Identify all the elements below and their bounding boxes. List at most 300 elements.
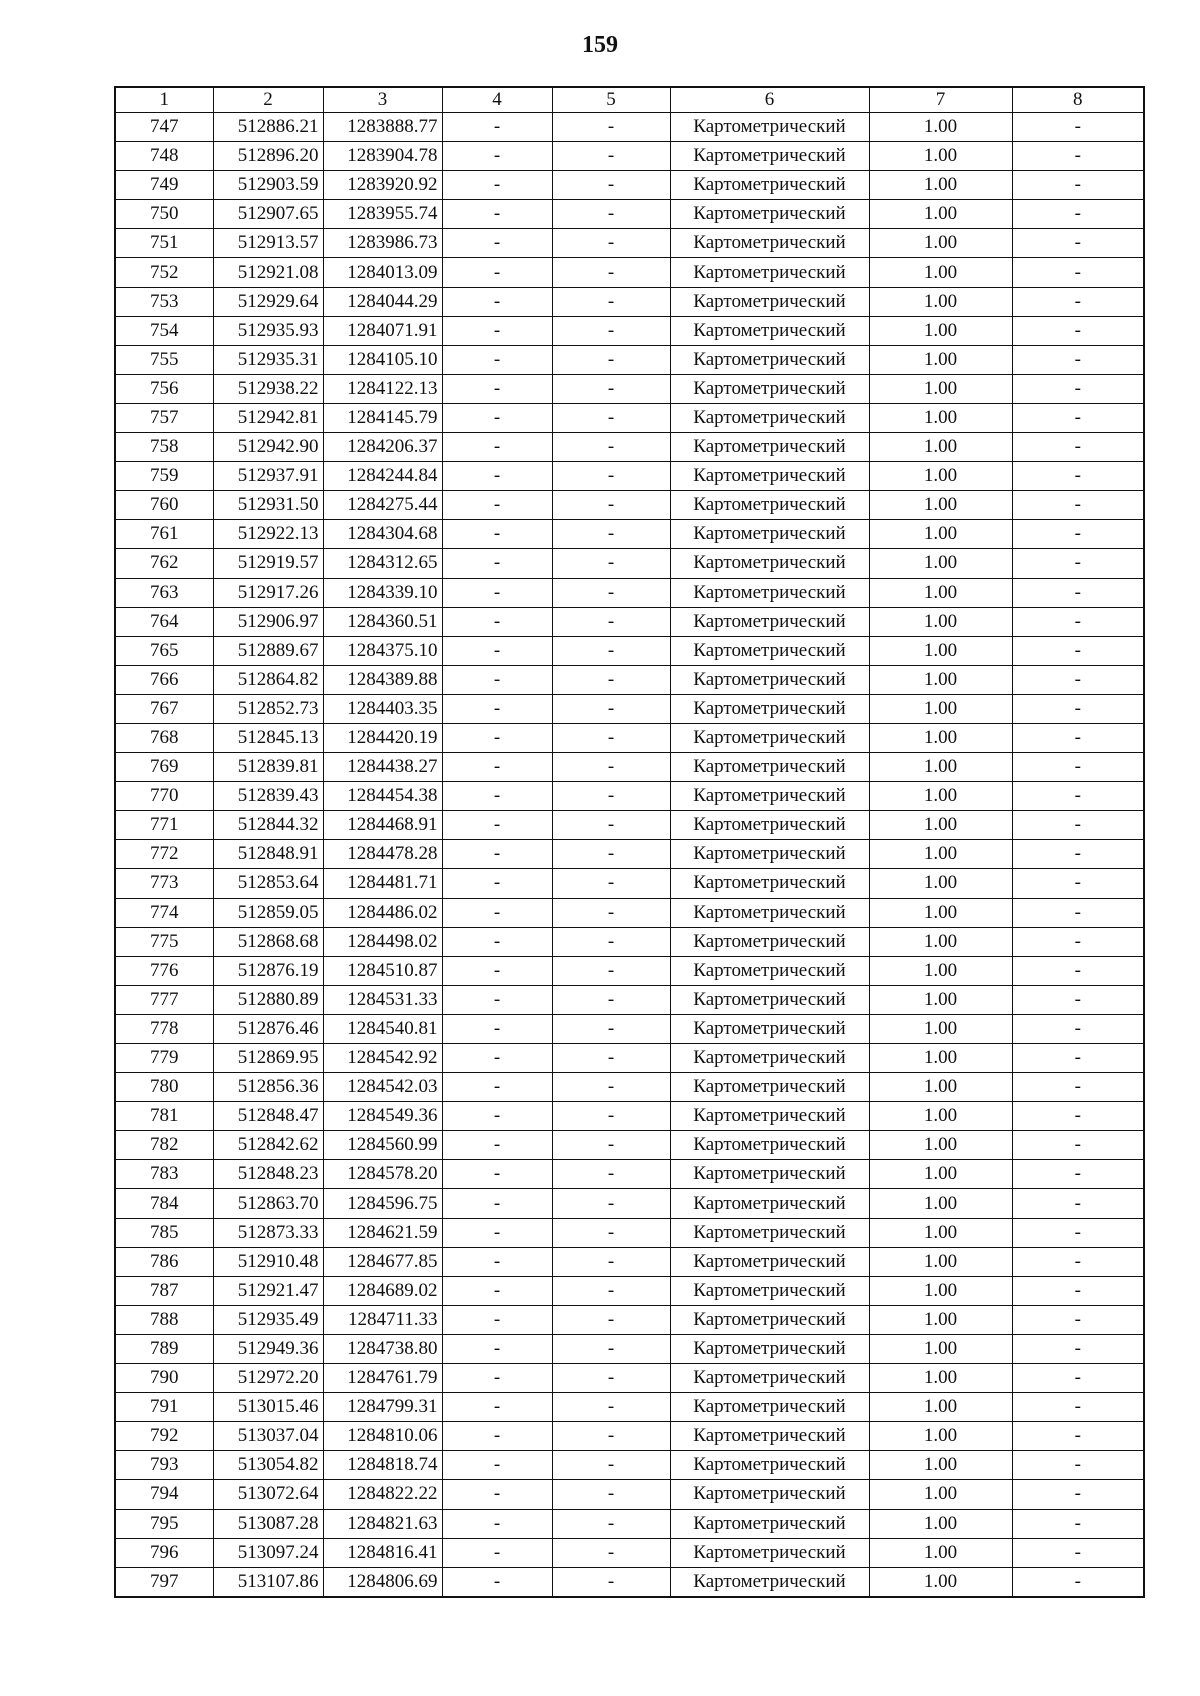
- cell-col-5: -: [552, 1014, 670, 1043]
- cell-method: Картометрический: [670, 113, 869, 142]
- cell-col-4: -: [442, 316, 552, 345]
- cell-col-5: -: [552, 171, 670, 200]
- cell-coord-x: 512886.21: [213, 113, 323, 142]
- table-row: [115, 549, 1144, 578]
- cell-col-8: -: [1012, 1160, 1144, 1189]
- cell-col-4: -: [442, 433, 552, 462]
- cell-method: Картометрический: [670, 927, 869, 956]
- cell-col-5: -: [552, 549, 670, 578]
- cell-accuracy: 1.00: [869, 898, 1012, 927]
- cell-point-number: 754: [115, 316, 213, 345]
- cell-method: Картометрический: [670, 782, 869, 811]
- cell-accuracy: 1.00: [869, 985, 1012, 1014]
- cell-coord-y: 1283888.77: [323, 113, 442, 142]
- cell-col-5: -: [552, 403, 670, 432]
- cell-method: Картометрический: [670, 258, 869, 287]
- cell-coord-x: 512913.57: [213, 229, 323, 258]
- cell-point-number: 760: [115, 491, 213, 520]
- cell-coord-y: 1284806.69: [323, 1567, 442, 1597]
- table-row: [115, 1073, 1144, 1102]
- cell-method: Картометрический: [670, 840, 869, 869]
- cell-coord-y: 1284486.02: [323, 898, 442, 927]
- cell-method: Картометрический: [670, 433, 869, 462]
- cell-col-4: -: [442, 927, 552, 956]
- cell-accuracy: 1.00: [869, 229, 1012, 258]
- cell-col-4: -: [442, 869, 552, 898]
- cell-point-number: 794: [115, 1480, 213, 1509]
- cell-col-4: -: [442, 520, 552, 549]
- cell-col-8: -: [1012, 462, 1144, 491]
- cell-col-5: -: [552, 927, 670, 956]
- cell-accuracy: 1.00: [869, 345, 1012, 374]
- cell-col-4: -: [442, 1364, 552, 1393]
- cell-col-8: -: [1012, 491, 1144, 520]
- cell-accuracy: 1.00: [869, 1305, 1012, 1334]
- cell-coord-y: 1284122.13: [323, 374, 442, 403]
- cell-col-4: -: [442, 1276, 552, 1305]
- cell-col-5: -: [552, 1276, 670, 1305]
- cell-accuracy: 1.00: [869, 1451, 1012, 1480]
- cell-col-8: -: [1012, 1276, 1144, 1305]
- cell-col-4: -: [442, 142, 552, 171]
- cell-coord-x: 512876.46: [213, 1014, 323, 1043]
- cell-col-8: -: [1012, 520, 1144, 549]
- cell-coord-y: 1284498.02: [323, 927, 442, 956]
- cell-coord-y: 1284510.87: [323, 956, 442, 985]
- cell-col-4: -: [442, 1102, 552, 1131]
- cell-accuracy: 1.00: [869, 1276, 1012, 1305]
- cell-col-8: -: [1012, 1247, 1144, 1276]
- table-row: [115, 374, 1144, 403]
- cell-method: Картометрический: [670, 578, 869, 607]
- cell-col-8: -: [1012, 1014, 1144, 1043]
- column-header-7: 7: [869, 87, 1012, 113]
- cell-point-number: 763: [115, 578, 213, 607]
- cell-method: Картометрический: [670, 665, 869, 694]
- cell-col-4: -: [442, 1305, 552, 1334]
- cell-method: Картометрический: [670, 171, 869, 200]
- cell-coord-y: 1284689.02: [323, 1276, 442, 1305]
- cell-accuracy: 1.00: [869, 1247, 1012, 1276]
- cell-point-number: 784: [115, 1189, 213, 1218]
- cell-method: Картометрический: [670, 1480, 869, 1509]
- cell-point-number: 782: [115, 1131, 213, 1160]
- table-row: [115, 578, 1144, 607]
- table-row: [115, 1364, 1144, 1393]
- cell-col-4: -: [442, 898, 552, 927]
- table-row: [115, 171, 1144, 200]
- cell-coord-y: 1284799.31: [323, 1393, 442, 1422]
- coordinates-table: [114, 86, 1145, 1598]
- cell-col-8: -: [1012, 1480, 1144, 1509]
- cell-method: Картометрический: [670, 1334, 869, 1363]
- cell-coord-x: 512873.33: [213, 1218, 323, 1247]
- cell-coord-x: 512839.81: [213, 753, 323, 782]
- cell-accuracy: 1.00: [869, 1480, 1012, 1509]
- cell-col-8: -: [1012, 374, 1144, 403]
- table-row: [115, 113, 1144, 142]
- cell-col-8: -: [1012, 1189, 1144, 1218]
- cell-coord-x: 512935.49: [213, 1305, 323, 1334]
- cell-coord-x: 512839.43: [213, 782, 323, 811]
- cell-col-8: -: [1012, 607, 1144, 636]
- cell-point-number: 778: [115, 1014, 213, 1043]
- cell-coord-x: 512852.73: [213, 694, 323, 723]
- cell-point-number: 749: [115, 171, 213, 200]
- cell-coord-x: 512853.64: [213, 869, 323, 898]
- cell-col-5: -: [552, 1509, 670, 1538]
- cell-coord-y: 1284542.03: [323, 1073, 442, 1102]
- cell-col-5: -: [552, 433, 670, 462]
- cell-col-8: -: [1012, 723, 1144, 752]
- cell-accuracy: 1.00: [869, 1218, 1012, 1247]
- cell-col-4: -: [442, 723, 552, 752]
- cell-coord-x: 512972.20: [213, 1364, 323, 1393]
- cell-col-4: -: [442, 1160, 552, 1189]
- cell-col-8: -: [1012, 1538, 1144, 1567]
- cell-coord-x: 512922.13: [213, 520, 323, 549]
- table-row: [115, 1014, 1144, 1043]
- cell-coord-y: 1284244.84: [323, 462, 442, 491]
- cell-col-8: -: [1012, 345, 1144, 374]
- table-row: [115, 229, 1144, 258]
- cell-coord-x: 512938.22: [213, 374, 323, 403]
- cell-col-8: -: [1012, 1131, 1144, 1160]
- cell-col-4: -: [442, 374, 552, 403]
- table-row: [115, 1044, 1144, 1073]
- cell-accuracy: 1.00: [869, 1102, 1012, 1131]
- cell-accuracy: 1.00: [869, 1189, 1012, 1218]
- cell-accuracy: 1.00: [869, 1131, 1012, 1160]
- cell-col-5: -: [552, 665, 670, 694]
- cell-method: Картометрический: [670, 229, 869, 258]
- cell-col-4: -: [442, 956, 552, 985]
- cell-col-5: -: [552, 374, 670, 403]
- column-header-8: 8: [1012, 87, 1144, 113]
- cell-col-8: -: [1012, 258, 1144, 287]
- cell-point-number: 773: [115, 869, 213, 898]
- cell-accuracy: 1.00: [869, 578, 1012, 607]
- cell-col-5: -: [552, 1073, 670, 1102]
- cell-coord-y: 1284206.37: [323, 433, 442, 462]
- cell-col-5: -: [552, 1160, 670, 1189]
- cell-col-4: -: [442, 229, 552, 258]
- cell-col-5: -: [552, 258, 670, 287]
- cell-col-4: -: [442, 549, 552, 578]
- cell-col-5: -: [552, 840, 670, 869]
- cell-point-number: 786: [115, 1247, 213, 1276]
- cell-col-8: -: [1012, 113, 1144, 142]
- cell-coord-y: 1283904.78: [323, 142, 442, 171]
- cell-point-number: 753: [115, 287, 213, 316]
- cell-coord-x: 512919.57: [213, 549, 323, 578]
- column-header-5: 5: [552, 87, 670, 113]
- cell-col-5: -: [552, 578, 670, 607]
- table-row: [115, 433, 1144, 462]
- cell-col-4: -: [442, 578, 552, 607]
- cell-point-number: 759: [115, 462, 213, 491]
- coordinates-table-container: [114, 86, 1145, 1598]
- table-row: [115, 723, 1144, 752]
- page-number: 159: [582, 32, 618, 58]
- cell-point-number: 797: [115, 1567, 213, 1597]
- cell-col-4: -: [442, 753, 552, 782]
- cell-point-number: 752: [115, 258, 213, 287]
- cell-method: Картометрический: [670, 374, 869, 403]
- cell-method: Картометрический: [670, 985, 869, 1014]
- table-row: [115, 927, 1144, 956]
- cell-method: Картометрический: [670, 723, 869, 752]
- cell-col-8: -: [1012, 1305, 1144, 1334]
- cell-col-5: -: [552, 636, 670, 665]
- cell-accuracy: 1.00: [869, 171, 1012, 200]
- cell-col-5: -: [552, 869, 670, 898]
- cell-accuracy: 1.00: [869, 142, 1012, 171]
- cell-coord-y: 1284711.33: [323, 1305, 442, 1334]
- cell-coord-x: 512907.65: [213, 200, 323, 229]
- table-row: [115, 1276, 1144, 1305]
- cell-point-number: 788: [115, 1305, 213, 1334]
- cell-accuracy: 1.00: [869, 1393, 1012, 1422]
- table-row: [115, 1567, 1144, 1597]
- cell-accuracy: 1.00: [869, 1334, 1012, 1363]
- cell-col-8: -: [1012, 1044, 1144, 1073]
- cell-point-number: 796: [115, 1538, 213, 1567]
- table-row: [115, 1451, 1144, 1480]
- cell-method: Картометрический: [670, 811, 869, 840]
- cell-point-number: 787: [115, 1276, 213, 1305]
- cell-point-number: 777: [115, 985, 213, 1014]
- cell-coord-y: 1283986.73: [323, 229, 442, 258]
- cell-col-4: -: [442, 1218, 552, 1247]
- cell-col-8: -: [1012, 985, 1144, 1014]
- cell-col-8: -: [1012, 869, 1144, 898]
- cell-coord-x: 512876.19: [213, 956, 323, 985]
- table-row: [115, 607, 1144, 636]
- cell-point-number: 775: [115, 927, 213, 956]
- cell-coord-x: 512903.59: [213, 171, 323, 200]
- cell-col-8: -: [1012, 898, 1144, 927]
- cell-coord-y: 1284044.29: [323, 287, 442, 316]
- cell-accuracy: 1.00: [869, 491, 1012, 520]
- cell-accuracy: 1.00: [869, 840, 1012, 869]
- table-row: [115, 520, 1144, 549]
- cell-method: Картометрический: [670, 142, 869, 171]
- cell-point-number: 789: [115, 1334, 213, 1363]
- cell-coord-x: 513087.28: [213, 1509, 323, 1538]
- cell-point-number: 790: [115, 1364, 213, 1393]
- table-row: [115, 345, 1144, 374]
- cell-col-5: -: [552, 1102, 670, 1131]
- cell-coord-y: 1284454.38: [323, 782, 442, 811]
- cell-col-4: -: [442, 1247, 552, 1276]
- cell-coord-x: 513037.04: [213, 1422, 323, 1451]
- cell-col-5: -: [552, 1131, 670, 1160]
- cell-accuracy: 1.00: [869, 1014, 1012, 1043]
- cell-point-number: 767: [115, 694, 213, 723]
- cell-coord-y: 1284339.10: [323, 578, 442, 607]
- cell-col-8: -: [1012, 549, 1144, 578]
- cell-coord-y: 1284478.28: [323, 840, 442, 869]
- cell-point-number: 761: [115, 520, 213, 549]
- cell-col-4: -: [442, 171, 552, 200]
- table-row: [115, 462, 1144, 491]
- cell-point-number: 758: [115, 433, 213, 462]
- cell-coord-x: 513054.82: [213, 1451, 323, 1480]
- cell-point-number: 747: [115, 113, 213, 142]
- table-row: [115, 840, 1144, 869]
- cell-point-number: 776: [115, 956, 213, 985]
- cell-point-number: 771: [115, 811, 213, 840]
- cell-col-8: -: [1012, 782, 1144, 811]
- cell-col-5: -: [552, 753, 670, 782]
- table-body: [115, 113, 1144, 1597]
- cell-coord-y: 1284761.79: [323, 1364, 442, 1393]
- cell-col-5: -: [552, 229, 670, 258]
- cell-method: Картометрический: [670, 1538, 869, 1567]
- cell-accuracy: 1.00: [869, 1422, 1012, 1451]
- table-row: [115, 898, 1144, 927]
- cell-method: Картометрический: [670, 1189, 869, 1218]
- cell-coord-y: 1284481.71: [323, 869, 442, 898]
- table-row: [115, 1218, 1144, 1247]
- cell-coord-y: 1284540.81: [323, 1014, 442, 1043]
- cell-col-4: -: [442, 1044, 552, 1073]
- cell-method: Картометрический: [670, 1073, 869, 1102]
- cell-col-5: -: [552, 985, 670, 1014]
- cell-col-4: -: [442, 345, 552, 374]
- cell-point-number: 781: [115, 1102, 213, 1131]
- cell-method: Картометрический: [670, 1014, 869, 1043]
- cell-col-8: -: [1012, 287, 1144, 316]
- cell-col-4: -: [442, 665, 552, 694]
- cell-coord-y: 1284531.33: [323, 985, 442, 1014]
- cell-col-4: -: [442, 782, 552, 811]
- cell-point-number: 779: [115, 1044, 213, 1073]
- table-row: [115, 1102, 1144, 1131]
- cell-coord-x: 512921.08: [213, 258, 323, 287]
- cell-accuracy: 1.00: [869, 462, 1012, 491]
- cell-col-8: -: [1012, 1218, 1144, 1247]
- cell-col-5: -: [552, 1422, 670, 1451]
- cell-col-4: -: [442, 200, 552, 229]
- cell-coord-x: 512859.05: [213, 898, 323, 927]
- cell-col-5: -: [552, 462, 670, 491]
- cell-point-number: 756: [115, 374, 213, 403]
- cell-coord-y: 1284822.22: [323, 1480, 442, 1509]
- cell-col-8: -: [1012, 1102, 1144, 1131]
- cell-accuracy: 1.00: [869, 1538, 1012, 1567]
- cell-method: Картометрический: [670, 1131, 869, 1160]
- cell-col-4: -: [442, 491, 552, 520]
- cell-col-8: -: [1012, 200, 1144, 229]
- cell-col-5: -: [552, 113, 670, 142]
- cell-method: Картометрический: [670, 287, 869, 316]
- cell-col-4: -: [442, 636, 552, 665]
- cell-coord-x: 512931.50: [213, 491, 323, 520]
- cell-accuracy: 1.00: [869, 200, 1012, 229]
- cell-coord-x: 512868.68: [213, 927, 323, 956]
- cell-col-4: -: [442, 985, 552, 1014]
- cell-method: Картометрический: [670, 1364, 869, 1393]
- cell-accuracy: 1.00: [869, 723, 1012, 752]
- cell-point-number: 780: [115, 1073, 213, 1102]
- cell-coord-y: 1284420.19: [323, 723, 442, 752]
- cell-coord-x: 512864.82: [213, 665, 323, 694]
- column-header-3: 3: [323, 87, 442, 113]
- cell-col-4: -: [442, 462, 552, 491]
- cell-coord-x: 512935.93: [213, 316, 323, 345]
- cell-accuracy: 1.00: [869, 113, 1012, 142]
- cell-col-8: -: [1012, 840, 1144, 869]
- cell-coord-y: 1284013.09: [323, 258, 442, 287]
- cell-col-8: -: [1012, 142, 1144, 171]
- cell-col-4: -: [442, 1567, 552, 1597]
- table-row: [115, 1160, 1144, 1189]
- cell-coord-y: 1284360.51: [323, 607, 442, 636]
- table-row: [115, 491, 1144, 520]
- cell-col-5: -: [552, 142, 670, 171]
- cell-col-4: -: [442, 403, 552, 432]
- column-header-4: 4: [442, 87, 552, 113]
- table-row: [115, 956, 1144, 985]
- cell-coord-x: 512949.36: [213, 1334, 323, 1363]
- cell-coord-x: 512942.81: [213, 403, 323, 432]
- cell-col-5: -: [552, 1218, 670, 1247]
- cell-accuracy: 1.00: [869, 520, 1012, 549]
- cell-coord-x: 512921.47: [213, 1276, 323, 1305]
- cell-col-5: -: [552, 1189, 670, 1218]
- cell-col-4: -: [442, 607, 552, 636]
- cell-coord-x: 512937.91: [213, 462, 323, 491]
- cell-coord-x: 512929.64: [213, 287, 323, 316]
- table-row: [115, 665, 1144, 694]
- cell-method: Картометрический: [670, 1567, 869, 1597]
- table-row: [115, 694, 1144, 723]
- cell-method: Картометрический: [670, 1509, 869, 1538]
- cell-coord-y: 1284403.35: [323, 694, 442, 723]
- cell-coord-y: 1284389.88: [323, 665, 442, 694]
- table-row: [115, 1189, 1144, 1218]
- cell-method: Картометрический: [670, 520, 869, 549]
- cell-col-5: -: [552, 491, 670, 520]
- cell-col-5: -: [552, 1451, 670, 1480]
- cell-coord-y: 1284105.10: [323, 345, 442, 374]
- cell-coord-y: 1283955.74: [323, 200, 442, 229]
- table-row: [115, 1538, 1144, 1567]
- table-row: [115, 1509, 1144, 1538]
- cell-method: Картометрический: [670, 1451, 869, 1480]
- cell-col-5: -: [552, 316, 670, 345]
- cell-col-4: -: [442, 1131, 552, 1160]
- table-row: [115, 200, 1144, 229]
- cell-coord-y: 1284596.75: [323, 1189, 442, 1218]
- cell-coord-x: 513097.24: [213, 1538, 323, 1567]
- cell-method: Картометрический: [670, 1422, 869, 1451]
- cell-accuracy: 1.00: [869, 607, 1012, 636]
- cell-col-5: -: [552, 694, 670, 723]
- table-row: [115, 258, 1144, 287]
- cell-coord-x: 513015.46: [213, 1393, 323, 1422]
- cell-method: Картометрический: [670, 1044, 869, 1073]
- cell-accuracy: 1.00: [869, 694, 1012, 723]
- cell-coord-y: 1284810.06: [323, 1422, 442, 1451]
- cell-coord-x: 512896.20: [213, 142, 323, 171]
- cell-col-4: -: [442, 1393, 552, 1422]
- cell-col-4: -: [442, 1073, 552, 1102]
- cell-accuracy: 1.00: [869, 433, 1012, 462]
- cell-accuracy: 1.00: [869, 636, 1012, 665]
